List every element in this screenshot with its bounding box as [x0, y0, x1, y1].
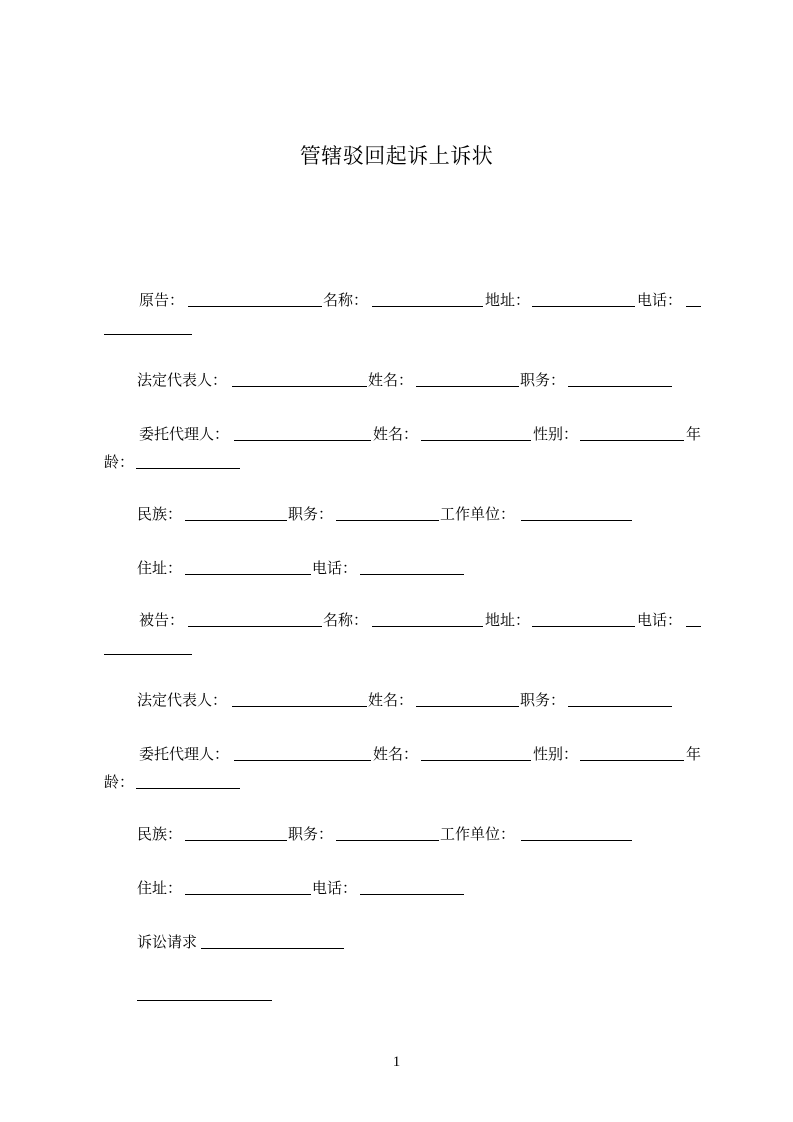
defendant-name-label: 名称： [323, 611, 369, 629]
defendant-blank[interactable] [188, 626, 322, 627]
plaintiff-phone-continuation [0, 316, 793, 340]
defendant-employer-blank[interactable] [521, 840, 632, 841]
defendant-ethnicity-blank[interactable] [185, 840, 287, 841]
defendant-residence-blank[interactable] [185, 894, 311, 895]
defendant-residence-line [0, 876, 793, 900]
defendant-agent-name-label: 姓名： [373, 745, 419, 763]
defendant-agent-line [0, 742, 793, 766]
plaintiff-rep-name-label: 姓名： [368, 371, 414, 389]
defendant-rep-name-blank[interactable] [416, 706, 519, 707]
plaintiff-agent-name-blank[interactable] [421, 440, 531, 441]
plaintiff-employer-label: 工作单位： [440, 505, 516, 523]
plaintiff-rep-position-blank[interactable] [568, 386, 672, 387]
plaintiff-rep-line [0, 368, 793, 392]
plaintiff-ethnicity-label: 民族： [137, 505, 183, 523]
plaintiff-phone-blank[interactable] [686, 306, 701, 307]
defendant-extra-line [0, 822, 793, 846]
plaintiff-agent-gender-blank[interactable] [580, 440, 684, 441]
defendant-agent-age-label-1: 年 [686, 745, 702, 763]
page-number: 1 [392, 1054, 401, 1070]
defendant-residence-phone-blank[interactable] [360, 894, 464, 895]
plaintiff-agent-age-label-2: 龄： [104, 453, 135, 471]
plaintiff-line [0, 288, 793, 312]
claims-blank-cont[interactable] [137, 1000, 272, 1001]
claims-label: 诉讼请求 [137, 933, 198, 951]
plaintiff-agent-age-blank[interactable] [136, 468, 240, 469]
defendant-agent-age-line [0, 770, 793, 794]
plaintiff-phone-label: 电话： [637, 291, 683, 309]
plaintiff-name-blank[interactable] [372, 306, 483, 307]
defendant-ethnicity-label: 民族： [137, 825, 183, 843]
plaintiff-label: 原告： [139, 291, 185, 309]
plaintiff-agent-blank[interactable] [234, 440, 371, 441]
defendant-rep-line [0, 688, 793, 712]
defendant-rep-position-blank[interactable] [568, 706, 672, 707]
defendant-rep-blank[interactable] [232, 706, 367, 707]
defendant-rep-position-label: 职务： [520, 691, 566, 709]
plaintiff-residence-blank[interactable] [185, 574, 311, 575]
defendant-agent-gender-label: 性别： [533, 745, 579, 763]
defendant-label: 被告： [139, 611, 185, 629]
defendant-residence-label: 住址： [137, 879, 183, 897]
defendant-address-blank[interactable] [532, 626, 635, 627]
defendant-agent-gender-blank[interactable] [580, 760, 684, 761]
plaintiff-residence-line [0, 556, 793, 580]
defendant-agent-age-label-2: 龄： [104, 773, 135, 791]
plaintiff-rep-label: 法定代表人： [137, 371, 228, 389]
plaintiff-name-label: 名称： [323, 291, 369, 309]
plaintiff-phone-blank-cont[interactable] [104, 334, 192, 335]
plaintiff-residence-label: 住址： [137, 559, 183, 577]
plaintiff-agent-age-label-1: 年 [686, 425, 702, 443]
plaintiff-rep-name-blank[interactable] [416, 386, 519, 387]
defendant-agent-label: 委托代理人： [139, 745, 230, 763]
plaintiff-rep-position-label: 职务： [520, 371, 566, 389]
defendant-address-label: 地址： [485, 611, 531, 629]
defendant-agent-age-blank[interactable] [136, 788, 240, 789]
defendant-rep-label: 法定代表人： [137, 691, 228, 709]
plaintiff-agent-line [0, 422, 793, 446]
plaintiff-agent-age-line [0, 450, 793, 474]
defendant-agent-name-blank[interactable] [421, 760, 531, 761]
claims-blank[interactable] [201, 948, 344, 949]
defendant-phone-label: 电话： [637, 611, 683, 629]
defendant-line [0, 608, 793, 632]
defendant-residence-phone-label: 电话： [312, 879, 358, 897]
claims-line [0, 930, 793, 954]
plaintiff-address-label: 地址： [485, 291, 531, 309]
plaintiff-rep-blank[interactable] [232, 386, 367, 387]
plaintiff-extra-position-blank[interactable] [336, 520, 439, 521]
defendant-phone-blank-cont[interactable] [104, 654, 192, 655]
plaintiff-residence-phone-blank[interactable] [360, 574, 464, 575]
claims-continuation-line [0, 982, 793, 1006]
defendant-phone-blank[interactable] [686, 626, 701, 627]
plaintiff-residence-phone-label: 电话： [312, 559, 358, 577]
defendant-employer-label: 工作单位： [440, 825, 516, 843]
plaintiff-blank[interactable] [188, 306, 322, 307]
plaintiff-extra-position-label: 职务： [288, 505, 334, 523]
plaintiff-employer-blank[interactable] [521, 520, 632, 521]
plaintiff-agent-label: 委托代理人： [139, 425, 230, 443]
document-title: 管辖驳回起诉上诉状 [299, 144, 494, 168]
plaintiff-agent-name-label: 姓名： [373, 425, 419, 443]
defendant-extra-position-label: 职务： [288, 825, 334, 843]
plaintiff-extra-line [0, 502, 793, 526]
defendant-extra-position-blank[interactable] [336, 840, 439, 841]
plaintiff-address-blank[interactable] [532, 306, 635, 307]
plaintiff-agent-gender-label: 性别： [533, 425, 579, 443]
defendant-agent-blank[interactable] [234, 760, 371, 761]
defendant-rep-name-label: 姓名： [368, 691, 414, 709]
defendant-name-blank[interactable] [372, 626, 483, 627]
defendant-phone-continuation [0, 636, 793, 660]
plaintiff-ethnicity-blank[interactable] [185, 520, 287, 521]
